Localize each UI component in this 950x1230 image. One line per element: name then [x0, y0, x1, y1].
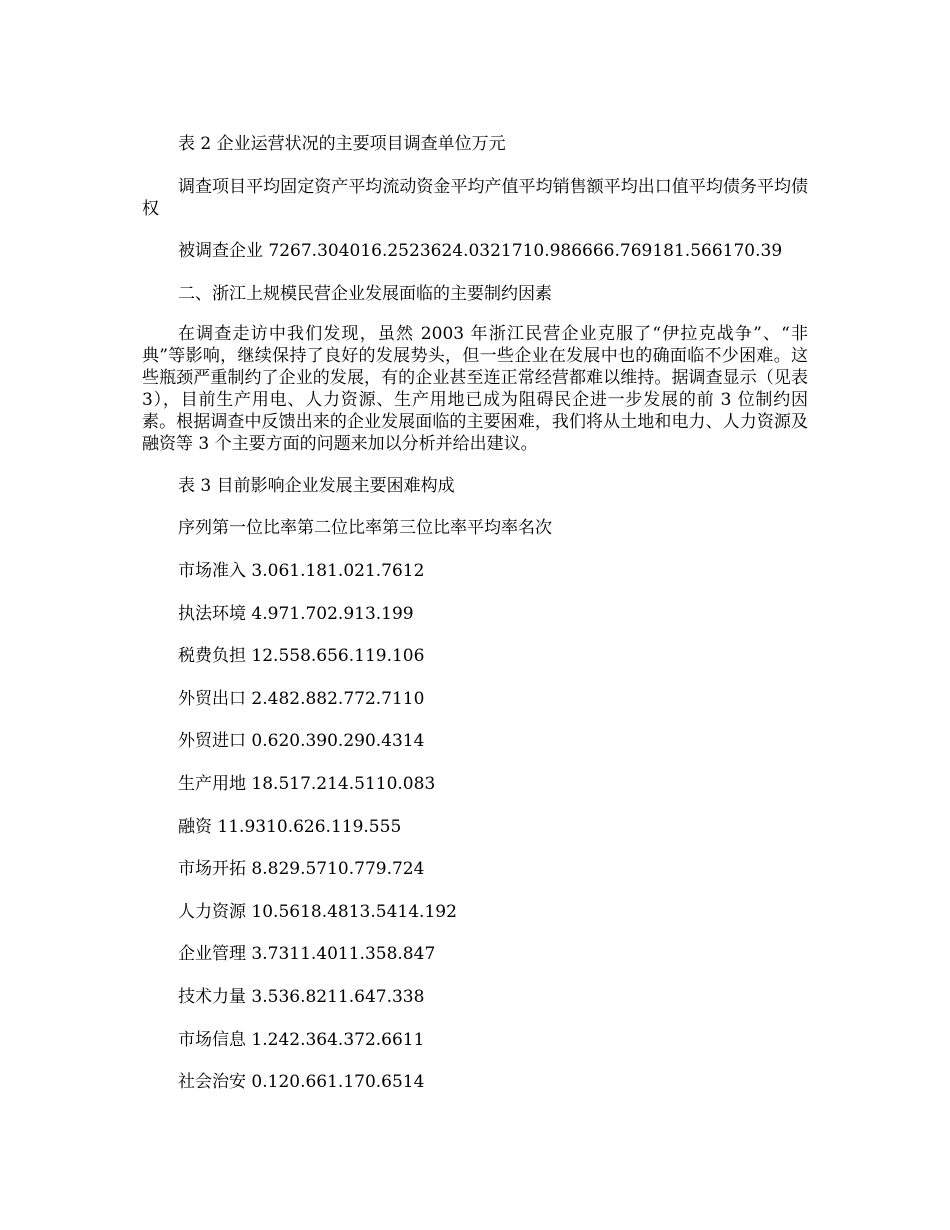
table3-row: 外贸出口 2.482.882.772.7110	[178, 688, 425, 709]
table3-row: 社会治安 0.120.661.170.6514	[178, 1072, 425, 1093]
table3-title: 表 3 目前影响企业发展主要困难构成	[178, 476, 455, 496]
table3-row: 企业管理 3.7311.4011.358.847	[178, 944, 436, 965]
body-paragraph: 在调查走访中我们发现，虽然 2003 年浙江民营企业克服了“伊拉克战争”、“非典”等影响，继续保持了良好的发展势头，但一些企业在发展中也的确面临不少困难。这些瓶颈严重制约了企业的发展，有的企业甚至连正常经营都难以维持。据调查显示（见表 3），目前生产用电、人力资源、生产用地已成为阻碍民企进一步发展的前 3 位制约因素。根据调查中反馈出来的企业发展面临的主要困难，我们将从土地和电力、人力资源及融资等 3 个主要方面的问题来加以分析并给出建议。	[142, 324, 808, 454]
table3-row: 技术力量 3.536.8211.647.338	[178, 986, 425, 1007]
table2-data-row: 被调查企业 7267.304016.2523624.0321710.986666.769181.566170.39	[178, 241, 783, 261]
section-heading: 二、浙江上规模民营企业发展面临的主要制约因素	[178, 284, 552, 304]
table3-row: 执法环境 4.971.702.913.199	[178, 603, 414, 624]
table3-row: 市场开拓 8.829.5710.779.724	[178, 859, 425, 880]
table2-title: 表 2 企业运营状况的主要项目调查单位万元	[178, 134, 506, 154]
table3-row: 人力资源 10.5618.4813.5414.192	[178, 901, 457, 922]
table3-row: 税费负担 12.558.656.119.106	[178, 646, 425, 667]
table3-rows	[142, 560, 808, 1114]
table3-row: 融资 11.9310.626.119.555	[178, 816, 402, 837]
table3-row: 市场准入 3.061.181.021.7612	[178, 561, 425, 581]
table3-row: 市场信息 1.242.364.372.6611	[178, 1029, 425, 1050]
table2-header-row: 调查项目平均固定资产平均流动资金平均产值平均销售额平均出口值平均债务平均债权	[142, 177, 808, 219]
table3-row: 外贸进口 0.620.390.290.4314	[178, 731, 425, 752]
table3-header-row: 序列第一位比率第二位比率第三位比率平均率名次	[178, 518, 552, 538]
table3-row: 生产用地 18.517.214.5110.083	[178, 773, 436, 794]
